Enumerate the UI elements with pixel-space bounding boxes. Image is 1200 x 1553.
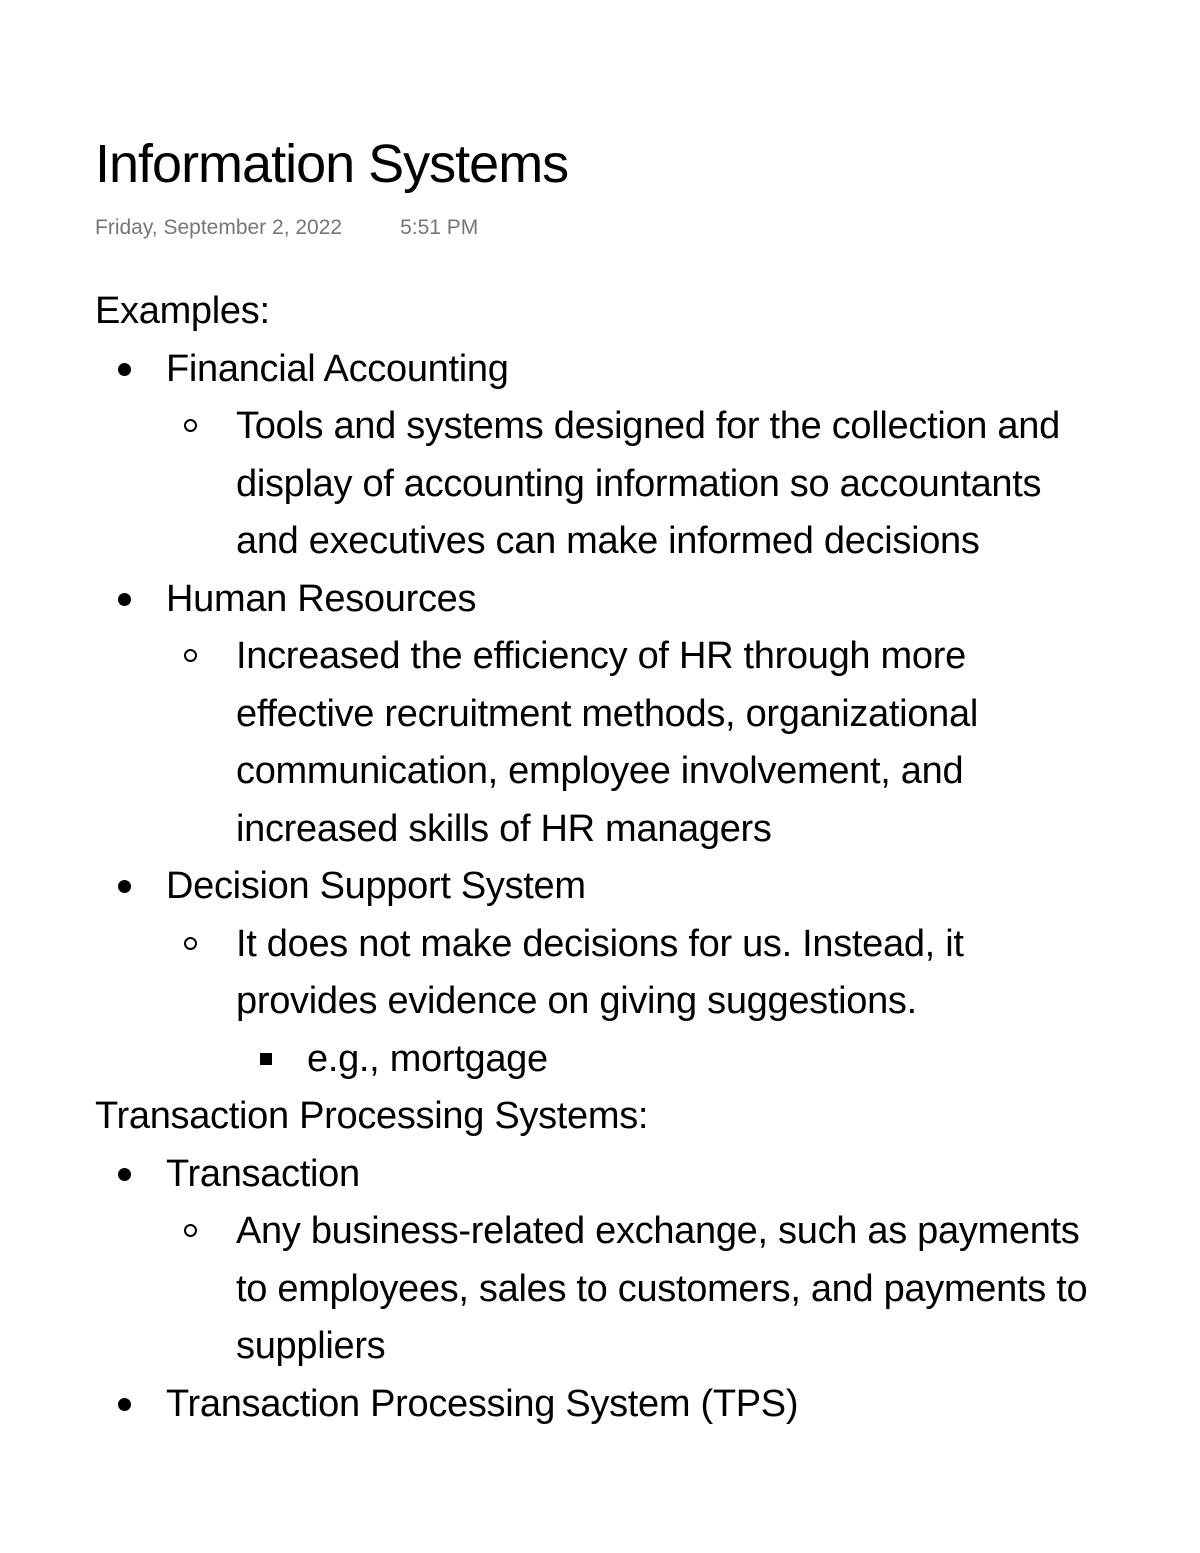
sub-list-item [0,628,1200,686]
list-item-decision-support-system [0,858,1200,916]
sub-list-continuation: communication, employee involvement, and [236,750,964,792]
sub-list-continuation: display of accounting information so accountants [236,462,1042,505]
list-item-human-resources [0,571,1200,629]
note-body [0,283,1200,1433]
list-item-label: Decision Support System [166,865,586,907]
disc-bullet-icon [118,880,131,893]
disc-bullet-icon [118,363,131,376]
sub-sub-list-text: e.g., mortgage [307,1037,548,1080]
square-bullet-icon [260,1053,272,1065]
circle-bullet-icon [184,419,197,432]
section-heading-tps: Transaction Processing Systems: [95,1095,649,1137]
note-time: 5:51 PM [400,216,479,239]
sub-list-continuation: suppliers [236,1325,386,1367]
list-item-label: Human Resources [166,577,477,620]
sub-list-text: Tools and systems designed for the collection and [236,405,1060,447]
disc-bullet-icon [118,1398,131,1411]
list-item-label: Transaction Processing System (TPS) [166,1382,799,1425]
section-heading-examples: Examples: [95,290,270,332]
page-title: Information Systems [95,134,569,194]
note-date: Friday, September 2, 2022 [95,216,343,239]
sub-list-continuation: and executives can make informed decisions [236,520,980,562]
sub-list-continuation: increased skills of HR managers [236,807,772,850]
list-item-label: Financial Accounting [166,347,509,390]
circle-bullet-icon [184,649,197,662]
sub-list-continuation: provides evidence on giving suggestions. [236,980,917,1022]
sub-list-text: Any business-related exchange, such as payments [236,1210,1080,1252]
list-item-tps [0,1376,1200,1434]
circle-bullet-icon [184,1224,197,1237]
list-item-transaction [0,1146,1200,1204]
disc-bullet-icon [118,1168,131,1181]
sub-list-continuation: effective recruitment methods, organizational [236,692,978,735]
list-item-label: Transaction [166,1152,360,1195]
sub-list-item [0,1203,1200,1261]
sub-list-text: It does not make decisions for us. Instead, it [236,922,964,965]
list-item-financial-accounting [0,341,1200,399]
sub-list-item [0,398,1200,456]
sub-list-continuation: to employees, sales to customers, and payments to [236,1267,1088,1310]
disc-bullet-icon [118,593,131,606]
sub-sub-list-item [0,1031,1200,1089]
sub-list-item [0,916,1200,974]
note-meta [95,214,478,242]
sub-list-text: Increased the efficiency of HR through more [236,635,966,677]
circle-bullet-icon [184,937,197,950]
